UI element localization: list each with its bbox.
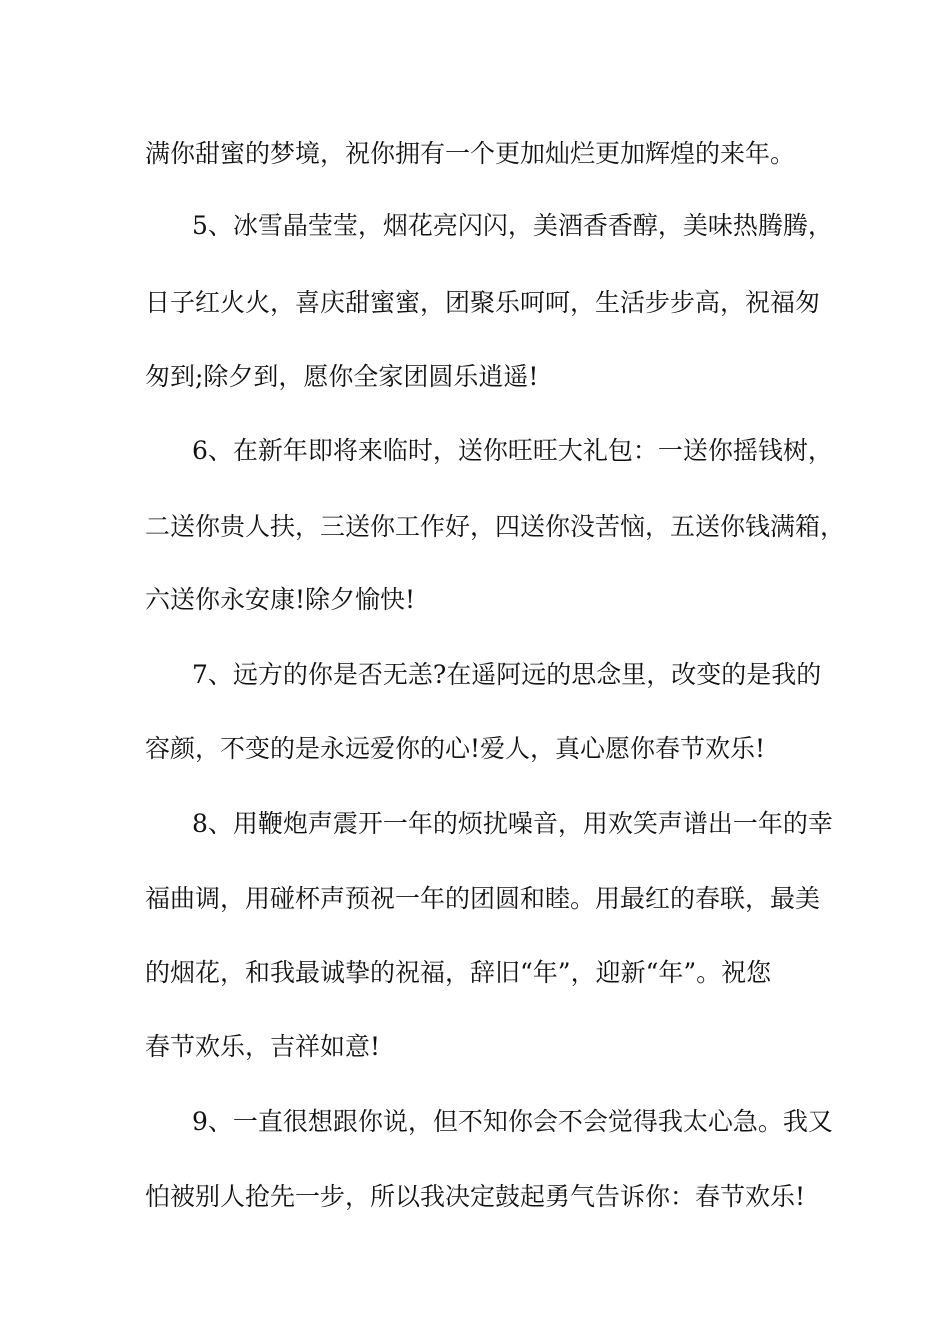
text-line: 怕被别人抢先一步，所以我决定鼓起勇气告诉你：春节欢乐! [145,1182,806,1211]
paragraph-7-line-1: 7、远方的你是否无恙?在遥阿远的思念里，改变的是我的 [192,660,822,689]
paragraph-8-line-1: 8、用鞭炮声震开一年的烦扰噪音，用欢笑声谱出一年的幸 [192,809,833,838]
paragraph-9-line-1: 9、一直很想跟你说，但不知你会不会觉得我太心急。我又 [192,1107,833,1136]
text-line: 的烟花，和我最诚挚的祝福，辞旧“年”，迎新“年”。祝您 [145,958,772,987]
text-line: 六送你永安康!除夕愉快! [145,585,416,614]
text-line: 二送你贵人扶，三送你工作好，四送你没苦恼，五送你钱满箱， [145,512,846,541]
text-line: 春节欢乐，吉祥如意! [145,1032,381,1061]
text-line: 容颜，不变的是永远爱你的心!爱人，真心愿你春节欢乐! [145,734,766,763]
text-line: 满你甜蜜的梦境，祝你拥有一个更加灿烂更加辉煌的来年。 [145,139,796,168]
text-line: 匆到;除夕到，愿你全家团圆乐逍遥! [145,362,539,391]
text-line: 日子红火火，喜庆甜蜜蜜，团聚乐呵呵，生活步步高，祝福匆 [145,288,821,317]
text-line: 福曲调，用碰杯声预祝一年的团圆和睦。用最红的春联，最美 [145,884,821,913]
paragraph-6-line-1: 6、在新年即将来临时，送你旺旺大礼包：一送你摇钱树， [192,436,833,465]
paragraph-5-line-1: 5、冰雪晶莹莹，烟花亮闪闪，美酒香香醇，美味热腾腾， [192,211,833,240]
